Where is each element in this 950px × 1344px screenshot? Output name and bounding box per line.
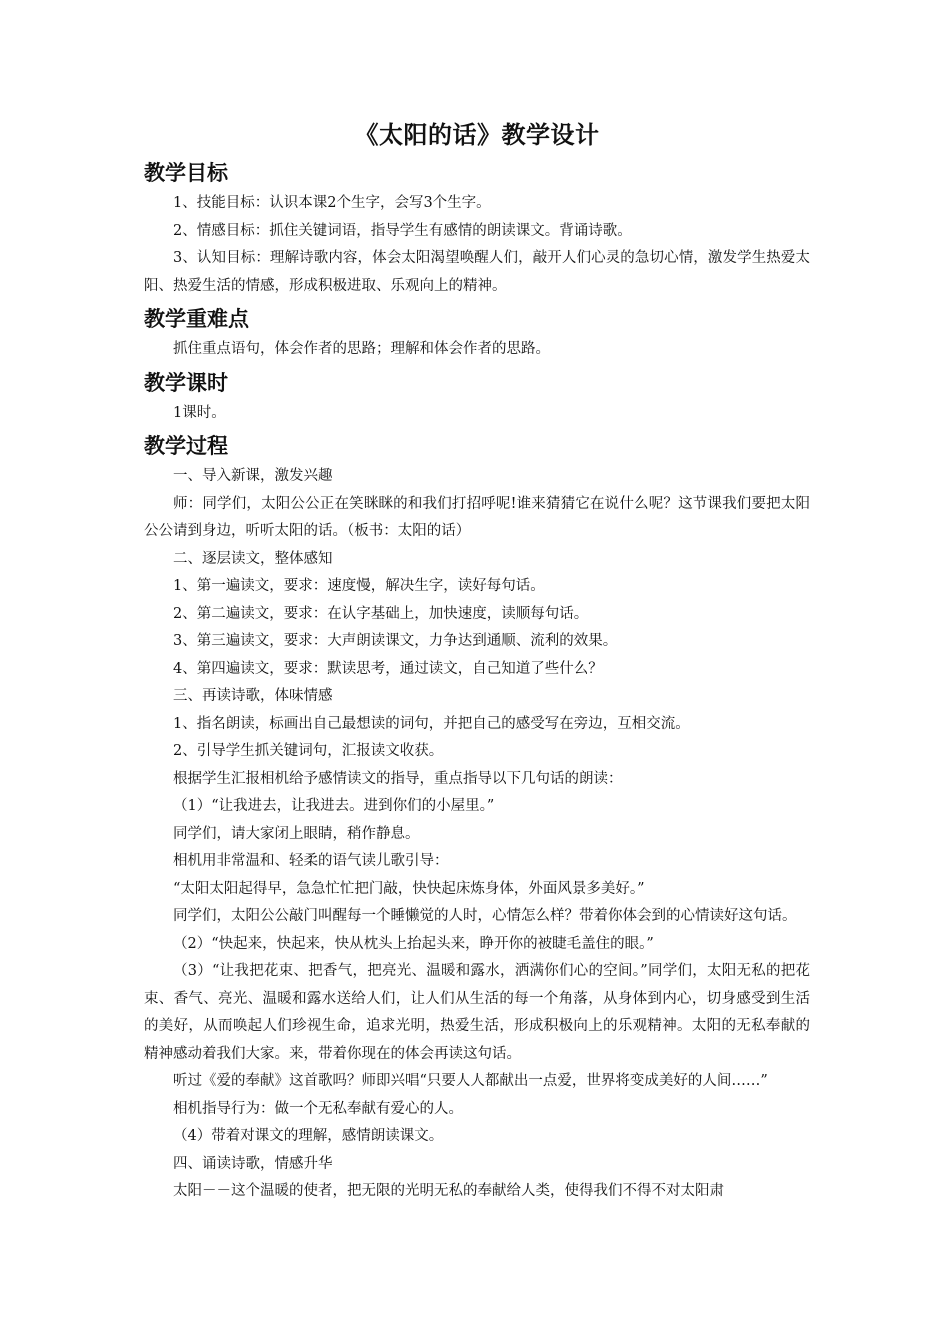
paragraph: （3）“让我把花束、把香气，把亮光、温暖和露水，洒满你们心的空间。”同学们，太阳无私的把花束、香气、亮光、温暖和露水送给人们，让人们从生活的每一个角落，从身体到内心，切身感受到生活的美好，从而唤起人们珍视生命，追求光明，热爱生活，形成积极向上的乐观精神。太阳的无私奉献的精神感动着我们大家。来，带着你现在的体会再读这句话。 xyxy=(144,963,810,1062)
paragraph: 师：同学们，太阳公公正在笑眯眯的和我们打招呼呢!谁来猜猜它在说什么呢？这节课我们要把太阳公公请到身边，听听太阳的话。（板书：太阳的话） xyxy=(144,495,810,539)
paragraph: 抓住重点语句，体会作者的思路；理解和体会作者的思路。 xyxy=(173,341,550,357)
paragraph: 相机指导行为：做一个无私奉献有爱心的人。 xyxy=(173,1100,463,1117)
section-heading-teaching-process: 教学过程 xyxy=(144,434,228,458)
paragraph: 同学们，太阳公公敲门叫醒每一个睡懒觉的人时，心情怎么样？带着你体会到的心情读好这句话。 xyxy=(173,908,797,924)
paragraph: （1）“让我进去，让我进去。进到你们的小屋里。” xyxy=(173,798,495,814)
section-heading-teaching-goals: 教学目标 xyxy=(144,161,228,185)
paragraph: 太阳－－这个温暖的使者，把无限的光明无私的奉献给人类，使得我们不得不对太阳肃 xyxy=(173,1183,724,1199)
paragraph: 二、逐层读文，整体感知 xyxy=(173,550,333,567)
paragraph: 相机用非常温和、轻柔的语气读儿歌引导： xyxy=(173,853,449,869)
paragraph: 3、认知目标：理解诗歌内容，体会太阳渴望唤醒人们，敲开人们心灵的急切心情，激发学生热爱太阳、热爱生活的情感，形成积极进取、乐观向上的精神。 xyxy=(144,250,810,294)
document-title: 《太阳的话》教学设计 xyxy=(354,120,600,149)
paragraph: 1、指名朗读，标画出自己最想读的词句，并把自己的感受写在旁边，互相交流。 xyxy=(173,715,690,732)
paragraph: 四、诵读诗歌，情感升华 xyxy=(173,1155,333,1172)
paragraph: 1、第一遍读文，要求：速度慢，解决生字，读好每句话。 xyxy=(173,578,545,594)
paragraph: 三、再读诗歌，体味情感 xyxy=(173,688,333,704)
section-heading-class-hours: 教学课时 xyxy=(144,370,228,395)
paragraph: 听过《爱的奉献》这首歌吗？师即兴唱“只要人人都献出一点爱，世界将变成美好的人间……” xyxy=(173,1073,768,1089)
paragraph: “太阳太阳起得早，急急忙忙把门敲，快快起床炼身体，外面风景多美好。” xyxy=(173,880,645,897)
paragraph: 2、引导学生抓关键词句，汇报读文收获。 xyxy=(173,743,444,759)
document-page xyxy=(144,118,810,1206)
paragraph: 2、第二遍读文，要求：在认字基础上，加快速度，读顺每句话。 xyxy=(173,605,589,622)
paragraph: 根据学生汇报相机给予感情读文的指导，重点指导以下几句话的朗读： xyxy=(173,770,623,787)
paragraph: 4、第四遍读文，要求：默读思考，通过读文，自己知道了些什么？ xyxy=(173,660,603,677)
paragraph: 同学们，请大家闭上眼睛，稍作静息。 xyxy=(173,825,420,842)
paragraph: 2、情感目标：抓住关键词语，指导学生有感情的朗读课文。背诵诗歌。 xyxy=(173,222,632,239)
paragraph: 1、技能目标：认识本课2个生字，会写3个生字。 xyxy=(173,195,491,211)
paragraph: 1课时。 xyxy=(173,404,226,421)
paragraph: （2）“快起来，快起来，快从枕头上抬起头来，睁开你的被睫毛盖住的眼。” xyxy=(173,935,654,952)
paragraph: 一、导入新课，激发兴趣 xyxy=(173,468,333,484)
paragraph: （4）带着对课文的理解，感情朗读课文。 xyxy=(173,1128,444,1144)
paragraph: 3、第三遍读文，要求：大声朗读课文，力争达到通顺、流利的效果。 xyxy=(173,633,618,649)
section-heading-key-points: 教学重难点 xyxy=(144,307,249,331)
